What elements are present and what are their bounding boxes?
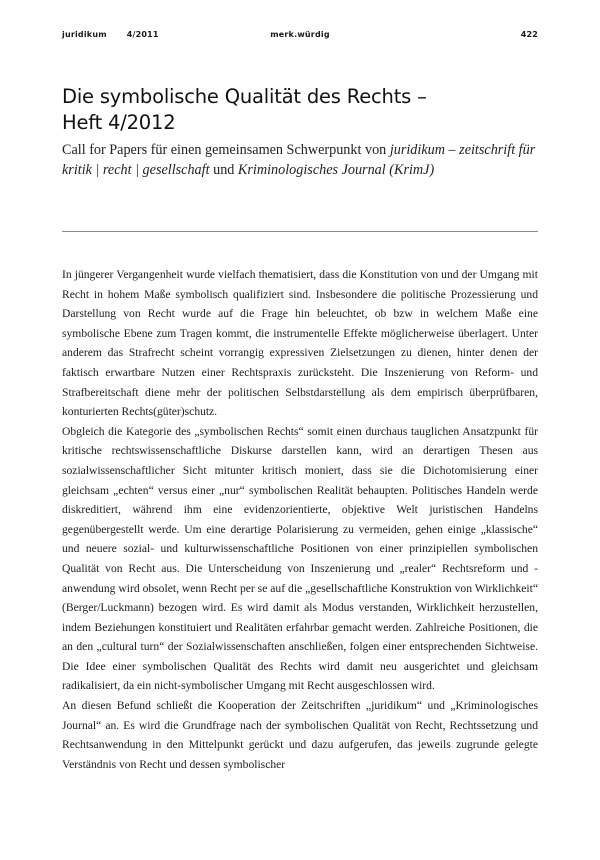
body-paragraph-3: An diesen Befund schließt die Kooperation der Zeitschriften „juridikum“ und „Kriminologisches Journal“ an. Es wird die Grundfrage nach der symbolischen Qualität von Recht, Rechtssetzung und Rechtsanwendung in den Mittelpunkt gerückt und dazu aufgerufen, das jeweils zugrunde gelegte Verständnis von Recht und dessen symbolischer — [62, 699, 538, 771]
header-journal-name: juridikum — [62, 30, 107, 39]
subtitle-journal-2: Kriminologisches Journal (KrimJ) — [237, 162, 435, 178]
subtitle-text-1: Call for Papers für einen gemeinsamen Schwerpunkt von — [62, 142, 390, 158]
title-line-2: Heft 4/2012 — [62, 111, 176, 134]
subtitle-journal-1: juridikum – zeitschrift für kritik | recht | gesellschaft — [62, 142, 536, 178]
subtitle-text-2: und — [209, 162, 238, 178]
header-section: merk.würdig — [270, 30, 330, 39]
header-issue: 4/2011 — [126, 30, 159, 39]
article-title — [62, 84, 542, 136]
article-subtitle — [62, 140, 542, 180]
title-divider — [62, 231, 538, 232]
header-page-number: 422 — [520, 30, 538, 39]
body-paragraph-1: In jüngerer Vergangenheit wurde vielfach thematisiert, dass die Konstitution von und der Umgang mit Recht in hohem Maße symbolisch qualifiziert sind. Insbesondere die politische Prozessierung und Darstellung von Recht wurde auf die Frage hin beleuchtet, ob bzw in welchem Maße eine symbolische Ebene zum Tragen kommt, die instrumentelle Effekte möglicherweise überlagert. Unter anderem das Strafrecht scheint vorrangig expressiven Zielsetzungen zu dienen, hinter denen der faktisch erwartbare Nutzen einer Rechtspraxis zurücksteht. Die Inszenierung von Reform- und Strafbereitschaft diene mehr der politischen Selbstdarstellung als dem empirisch überprüfbaren, konturierten Rechts(güter)schutz. — [62, 268, 538, 419]
running-header — [62, 30, 538, 44]
body-paragraph-2: Obgleich die Kategorie des „symbolischen Rechts“ somit einen durchaus tauglichen Ansatzpunkt für kritische rechtswissenschaftliche Diskurse darstellen kann, wird an derartigen Thesen aus sozialwissenschaftlicher Sicht mitunter kritisch moniert, dass sie die Dichotomisierung einer gleichsam „echten“ versus einer „nur“ symbolischen Realität behaupten. Politisches Handeln werde diskreditiert, während ihm eine evidenzorientierte, objektive Welt juristischen Handelns gegenübergestellt werde. Um eine derartige Polarisierung zu vermeiden, gehen einige „klassische“ und neuere sozial- und kulturwissenschaftliche Positionen von einer prinzipiellen symbolischen Qualität von Recht aus. Die Unterscheidung von Inszenierung und „realer“ Rechtsreform und -anwendung wird obsolet, wenn Recht per se auf die „gesellschaftliche Konstruktion von Wirklichkeit“ (Berger/Luckmann) bezogen wird. Es wird damit als Modus verstanden, Wirklichkeit herzustellen, indem Beziehungen konstituiert und Realitäten erfahrbar gemacht werden. Zahlreiche Positionen, die an den „cultural turn“ der Sozialwissenschaften anschließen, folgen einer entsprechenden Sichtweise. Die Idee einer symbolischen Qualität des Rechts wird damit neu ausgerichtet und gleichsam radikalisiert, da ein nicht-symbolischer Umgang mit Recht ausgeschlossen wird. — [62, 424, 538, 693]
title-line-1: Die symbolische Qualität des Rechts – — [62, 85, 427, 108]
article-body — [62, 265, 538, 774]
